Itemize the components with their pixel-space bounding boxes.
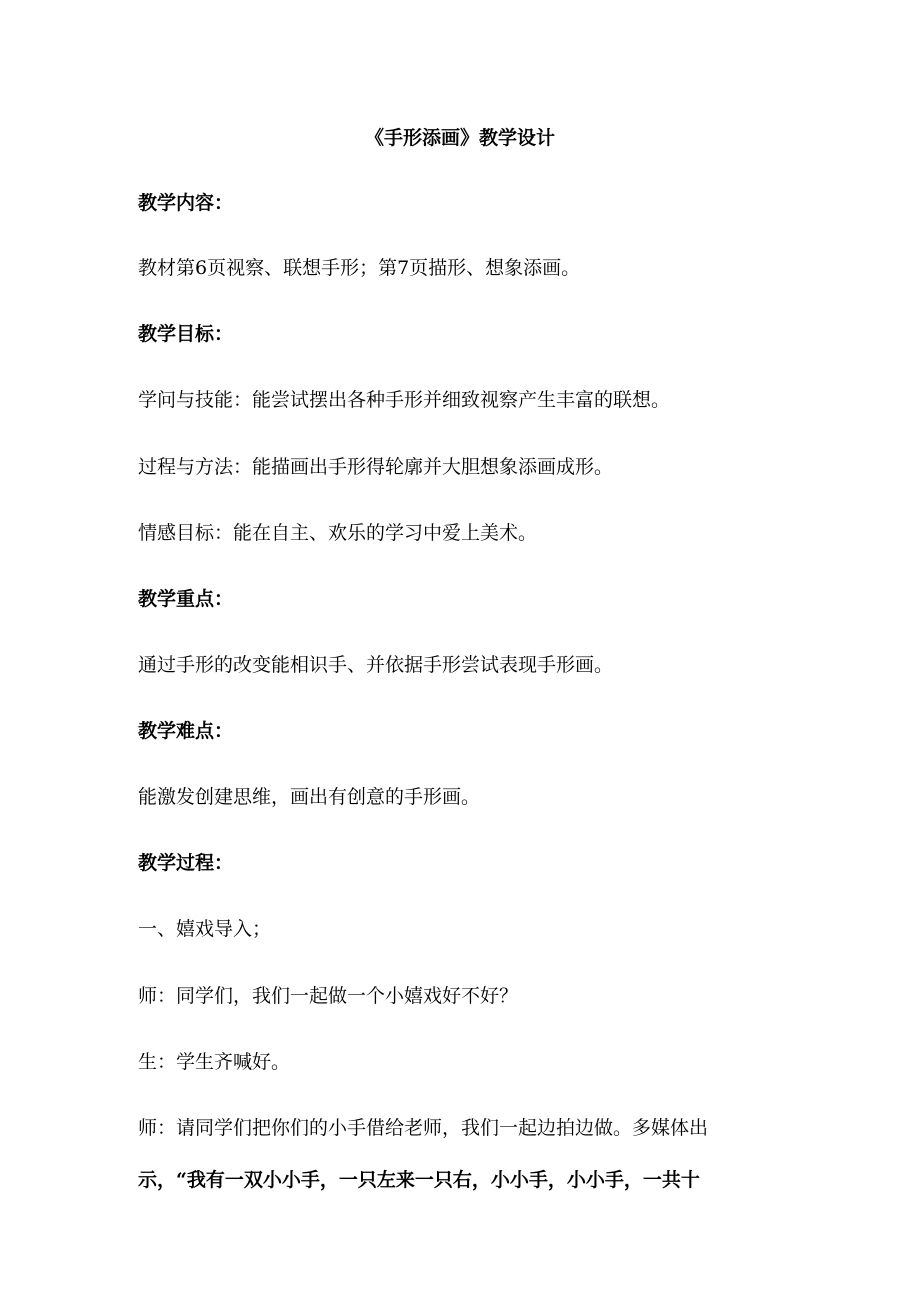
paragraph-process-method: 过程与方法：能描画出手形得轮廓并大胆想象添画成形。 <box>138 456 614 478</box>
paragraph-teacher-line-1: 师：同学们，我们一起做一个小嬉戏好不好？ <box>138 985 519 1007</box>
paragraph-teacher-line-2: 师：请同学们把你们的小手借给老师，我们一起边拍边做。多媒体出 <box>138 1117 709 1139</box>
document-title: 《手形添画》教学设计 <box>364 127 555 149</box>
paragraph-rhyme-line: 示，“我有一双小小手，一只左来一只右，小小手，小小手，一共十 <box>138 1169 700 1191</box>
paragraph-teaching-difficulty: 能激发创建思维，画出有创意的手形画。 <box>138 786 481 808</box>
paragraph-knowledge-skills: 学问与技能：能尝试摆出各种手形并细致视察产生丰富的联想。 <box>138 389 671 411</box>
heading-teaching-difficulty: 教学难点： <box>138 720 234 742</box>
heading-teaching-goals: 教学目标： <box>138 323 234 345</box>
heading-teaching-process: 教学过程： <box>138 852 234 874</box>
paragraph-teaching-focus: 通过手形的改变能相识手、并依据手形尝试表现手形画。 <box>138 654 614 676</box>
heading-teaching-focus: 教学重点： <box>138 588 234 610</box>
paragraph-emotional-goal: 情感目标：能在自主、欢乐的学习中爱上美术。 <box>138 522 538 544</box>
heading-teaching-content: 教学内容： <box>138 192 234 214</box>
paragraph-game-intro: 一、嬉戏导入； <box>138 918 272 940</box>
paragraph-teaching-content: 教材第6页视察、联想手形；第7页描形、想象添画。 <box>138 257 581 279</box>
paragraph-student-line: 生：学生齐喊好。 <box>138 1051 291 1073</box>
